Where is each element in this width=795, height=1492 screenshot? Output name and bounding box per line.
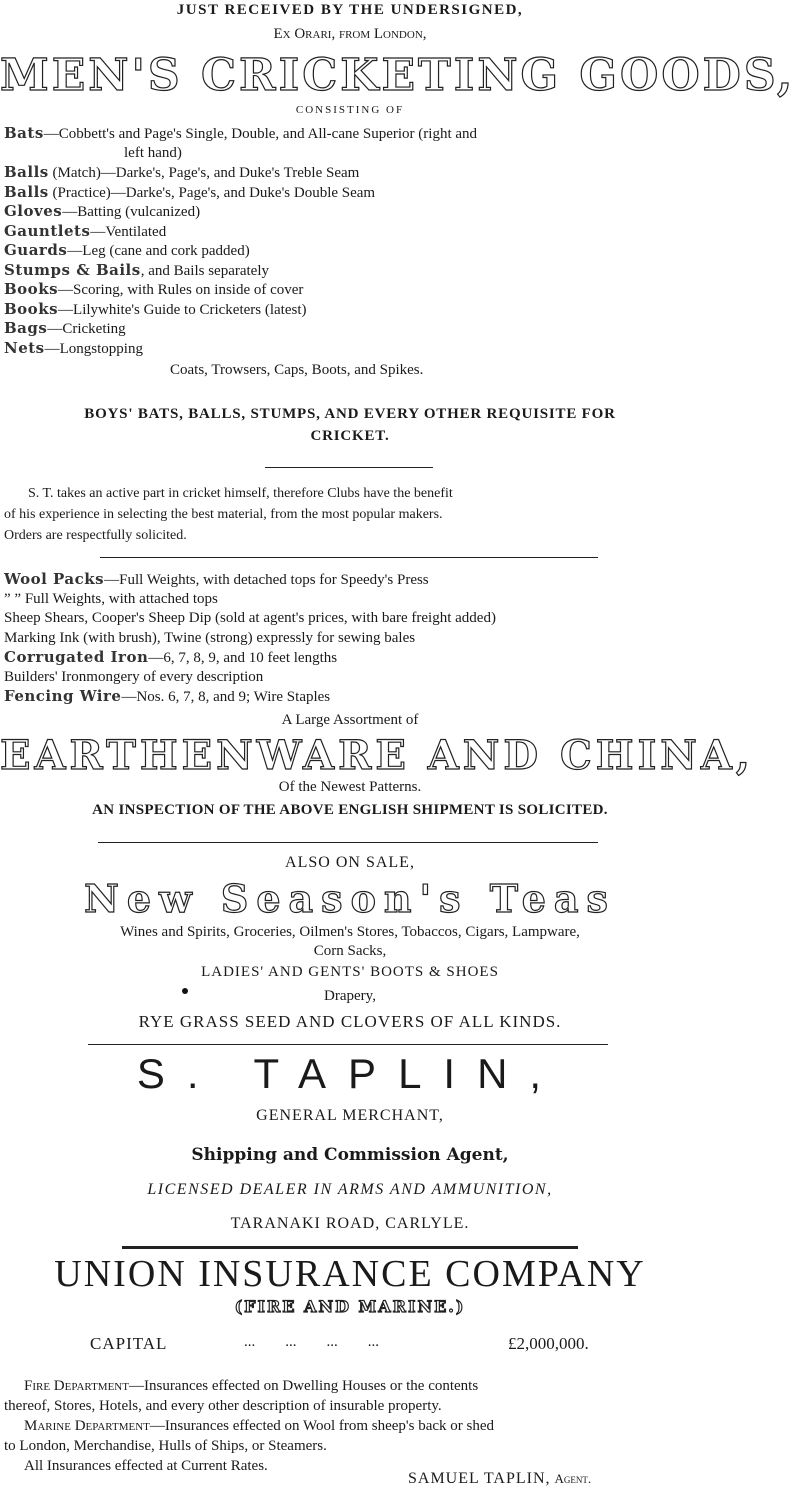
list-item xyxy=(4,590,700,610)
list-item xyxy=(4,183,700,203)
item-key: Balls xyxy=(4,163,49,181)
boys-line-1: BOYS' BATS, BALLS, STUMPS, AND EVERY OTHER REQUISITE FOR xyxy=(84,406,616,422)
taplin-shipping: Shipping and Commission Agent, xyxy=(191,1145,509,1165)
boots-line: LADIES' AND GENTS' BOOTS & SHOES xyxy=(201,964,499,980)
item-key: Wool Packs xyxy=(4,570,105,588)
list-item xyxy=(4,570,700,590)
capital-label: CAPITAL xyxy=(90,1334,168,1353)
item-key: Stumps & Bails xyxy=(4,260,141,279)
item-key: Fencing Wire xyxy=(4,687,122,705)
assortment-line: A Large Assortment of xyxy=(281,712,419,728)
item-text: —Scoring, with Rules on inside of cover xyxy=(58,282,304,298)
item-key: Guards xyxy=(4,241,68,259)
capital-row xyxy=(0,1334,700,1356)
list-item xyxy=(4,261,700,281)
all-insurances: All Insurances effected at Current Rates. xyxy=(24,1458,268,1474)
item-text: Sheep Shears, Cooper's Sheep Dip (sold at agent's prices, with bare freight added) xyxy=(4,610,496,626)
list-item xyxy=(4,339,700,359)
item-text: ” ” Full Weights, with attached tops xyxy=(4,590,218,607)
fire-line-1 xyxy=(24,1378,700,1395)
list-item xyxy=(4,609,700,629)
patterns-line: Of the Newest Patterns. xyxy=(278,779,422,795)
divider-4 xyxy=(88,1044,608,1045)
marine-head: Marine Department xyxy=(24,1418,150,1434)
item-text: —Full Weights, with detached tops for Speedy's Press xyxy=(104,572,429,588)
item-text: —Batting (vulcanized) xyxy=(62,204,201,220)
list-item xyxy=(4,163,700,183)
list-item xyxy=(4,648,700,668)
item-text: , and Bails separately xyxy=(140,262,269,279)
list-item xyxy=(4,222,700,242)
earthenware-title: EARTHENWARE AND CHINA, xyxy=(0,732,754,779)
teas-line-1: Wines and Spirits, Groceries, Oilmen's Stores, Tobaccos, Cigars, Lampware, xyxy=(120,924,580,940)
taplin-role: GENERAL MERCHANT, xyxy=(256,1107,444,1124)
list-item xyxy=(4,241,700,261)
intro-line: JUST RECEIVED BY THE UNDERSIGNED, xyxy=(176,2,524,18)
capital-dots: ... ... ... ... xyxy=(244,1334,379,1350)
fire-line-2: thereof, Stores, Hotels, and every other description of insurable property. xyxy=(4,1398,442,1414)
item-text: —Nos. 6, 7, 8, and 9; Wire Staples xyxy=(121,689,331,705)
item-text: (Practice)—Darke's, Page's, and Duke's Double Seam xyxy=(48,184,376,201)
item-text: —Lilywhite's Guide to Cricketers (latest) xyxy=(58,301,307,318)
capital-value: £2,000,000. xyxy=(508,1334,589,1353)
item-key: Books xyxy=(4,299,59,318)
list-item xyxy=(4,629,700,649)
fire-head: Fire Department xyxy=(24,1378,129,1394)
seed-line: RYE GRASS SEED AND CLOVERS OF ALL KINDS. xyxy=(138,1012,562,1031)
taplin-name: S. TAPLIN, xyxy=(136,1050,564,1097)
insurance-subtitle: (FIRE AND MARINE.) xyxy=(234,1297,466,1316)
note-line-3: Orders are respectfully solicited. xyxy=(4,528,187,543)
taplin-licensed: LICENSED DEALER IN ARMS AND AMMUNITION, xyxy=(147,1181,553,1198)
divider-2 xyxy=(100,557,598,558)
agent-name: SAMUEL TAPLIN, xyxy=(408,1470,551,1487)
station-items-list xyxy=(4,570,700,707)
item-text: —6, 7, 8, 9, and 10 feet lengths xyxy=(148,650,338,666)
note-line-1: S. T. takes an active part in cricket himself, therefore Clubs have the benefit xyxy=(28,486,453,501)
item-text: —Longstopping xyxy=(44,340,143,357)
list-item xyxy=(4,687,700,707)
teas-line-2: Corn Sacks, xyxy=(313,943,387,959)
item-text: —Ventilated xyxy=(90,223,167,240)
list-item xyxy=(4,144,700,164)
item-key: Corrugated Iron xyxy=(4,648,149,666)
drapery-line: Drapery, xyxy=(324,988,376,1004)
also-on-sale: ALSO ON SALE, xyxy=(285,854,415,871)
item-text: —Cobbett's and Page's Single, Double, and All-cane Superior (right and xyxy=(43,126,478,142)
agent-line xyxy=(408,1470,700,1488)
list-item xyxy=(4,300,700,320)
marine-line-1 xyxy=(24,1418,700,1435)
list-item xyxy=(4,319,700,339)
coats-line: Coats, Trowsers, Caps, Boots, and Spikes. xyxy=(170,362,424,378)
list-item xyxy=(4,124,700,144)
marine-line-2: to London, Merchandise, Hulls of Ships, or Steamers. xyxy=(4,1438,327,1454)
divider-1 xyxy=(265,467,433,468)
divider-5 xyxy=(122,1246,578,1249)
insurance-title: UNION INSURANCE COMPANY xyxy=(54,1253,646,1295)
note-line-2: of his experience in selecting the best material, from the most popular makers. xyxy=(4,507,443,522)
item-key: Books xyxy=(4,280,59,298)
item-text: left hand) xyxy=(124,144,182,161)
item-text: —Cricketing xyxy=(47,321,126,337)
item-key: Gloves xyxy=(4,202,63,220)
cricket-title: MEN'S CRICKETING GOODS, xyxy=(0,50,795,101)
item-text: —Leg (cane and cork padded) xyxy=(67,243,250,259)
teas-title: New Season's Teas xyxy=(84,876,616,921)
item-text: Marking Ink (with brush), Twine (strong) expressly for sewing bales xyxy=(4,629,416,646)
item-key: Bats xyxy=(4,124,44,142)
boys-line-2: CRICKET. xyxy=(310,428,390,444)
item-text: (Match)—Darke's, Page's, and Duke's Treble Seam xyxy=(48,165,360,181)
item-key: Bags xyxy=(4,319,48,337)
inspection-line: AN INSPECTION OF THE ABOVE ENGLISH SHIPMENT IS SOLICITED. xyxy=(92,802,608,818)
item-key: Gauntlets xyxy=(4,221,91,240)
marine-text-1: —Insurances effected on Wool from sheep's back or shed xyxy=(149,1418,495,1434)
list-item xyxy=(4,202,700,222)
consisting-line: CONSISTING OF xyxy=(295,104,405,116)
ship-line: Ex Orari, from London, xyxy=(273,26,427,42)
list-item xyxy=(4,280,700,300)
taplin-address: TARANAKI ROAD, CARLYLE. xyxy=(230,1215,470,1232)
fire-text-1: —Insurances effected on Dwelling Houses or the contents xyxy=(128,1378,479,1394)
item-key: Balls xyxy=(4,182,49,201)
item-text: Builders' Ironmongery of every description xyxy=(4,668,264,685)
divider-3 xyxy=(98,842,598,843)
cricket-items-list xyxy=(4,124,700,358)
list-item xyxy=(4,668,700,688)
agent-title: Agent. xyxy=(554,1471,592,1486)
item-key: Nets xyxy=(4,338,45,357)
